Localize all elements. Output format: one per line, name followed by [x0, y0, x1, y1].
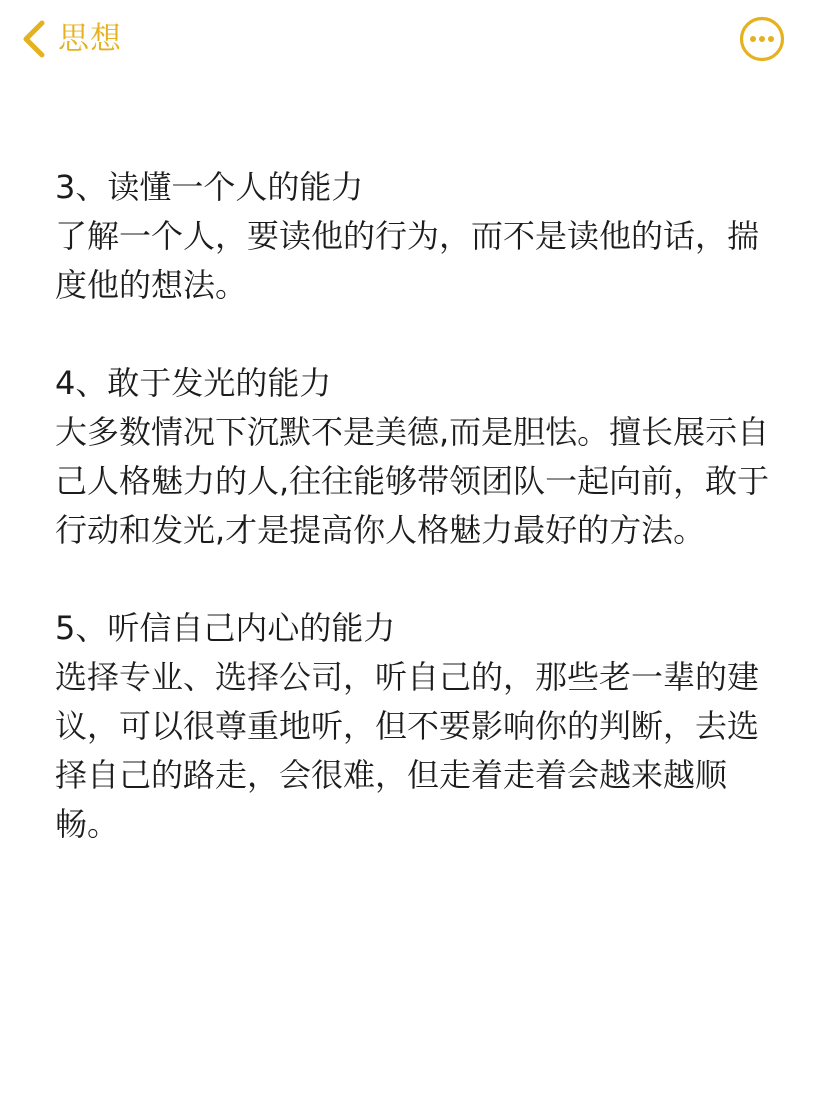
section-heading: 4、敢于发光的能力 — [55, 364, 332, 402]
back-label: 思想 — [58, 21, 122, 57]
more-options-button[interactable] — [738, 15, 786, 63]
chevron-left-icon — [18, 17, 48, 61]
note-content[interactable] — [55, 163, 773, 898]
section-heading: 5、听信自己内心的能力 — [55, 609, 396, 647]
section-text: 选择专业、选择公司，听自己的，那些老一辈的建议，可以很尊重地听，但不要影响你的判断，去选择自己的路走，会很难，但走着走着会越来越顺畅。 — [55, 658, 760, 843]
note-section — [55, 604, 773, 849]
back-button[interactable] — [18, 14, 122, 64]
section-heading: 3、读懂一个人的能力 — [55, 168, 364, 206]
section-text: 大多数情况下沉默不是美德,而是胆怯。擅长展示自己人格魅力的人,往往能够带领团队一起向前，敢于行动和发光,才是提高你人格魅力最好的方法。 — [55, 413, 770, 549]
navigation-bar — [0, 0, 828, 80]
note-section — [55, 163, 773, 310]
ellipsis-circle-icon — [738, 15, 786, 63]
note-section — [55, 359, 773, 555]
section-text: 了解一个人，要读他的行为，而不是读他的话，揣度他的想法。 — [55, 217, 760, 304]
